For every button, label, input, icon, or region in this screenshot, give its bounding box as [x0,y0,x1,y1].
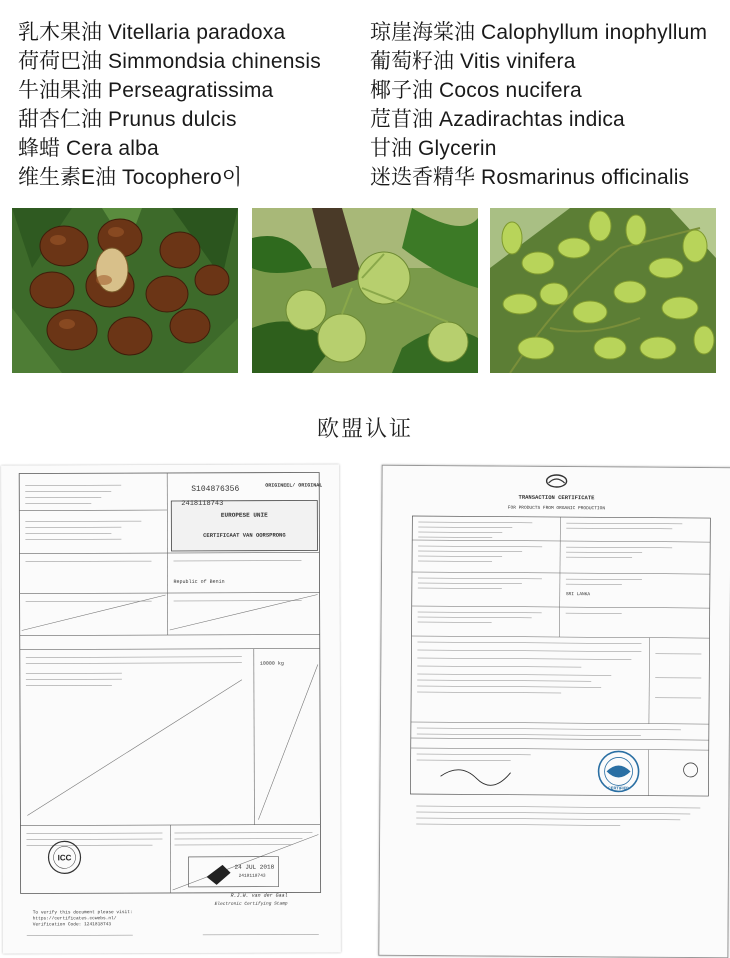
ingredient-row [18,18,321,47]
certificate-number: S104876356 [191,485,239,494]
ingredient-latin: Azadirachtas indica [439,108,625,131]
ingredient-row [370,76,707,105]
ingredient-row [370,134,707,163]
gross-weight: 10000 kg [260,661,284,667]
ingredient-latin: Perseagratissima [108,79,273,102]
certificate-ref: 2418118743 [181,500,223,508]
ingredient-cn: 维生素E油 [18,166,116,189]
ingredient-latin: Glycerin [418,137,497,160]
neem-fruit-photo [490,208,716,373]
ingredient-row [18,47,321,76]
ingredient-cn: 甜杏仁油 [18,108,102,131]
ingredient-cn: 荷荷巴油 [18,50,102,73]
ingredient-latin: Simmondsia chinensis [108,50,321,73]
ingredient-cn: 迷迭香精华 [370,166,475,189]
ingredient-row [18,105,321,134]
european-union-label: EUROPESE UNIE [221,512,268,519]
transaction-certificate [378,465,730,958]
stamp-date: 24 JUL 2018 [235,864,275,871]
ingredient-latin: Prunus dulcis [108,108,237,131]
calophyllum-fruit-photo [252,208,478,373]
ingredient-row [370,47,707,76]
ingredient-latin: Calophyllum inophyllum [481,21,707,44]
ingredient-cn: 乳木果油 [18,21,102,44]
transaction-certificate-title: TRANSACTION CERTIFICATE [519,494,596,502]
stamp-caption: Electronic Certifying Stamp [215,901,288,907]
ingredient-latin: Cera alba [66,137,159,160]
signature-name: R.J.W. van der Gaal [231,893,288,899]
ingredient-cn: 苊苜油 [370,108,433,131]
icc-logo-text: ICC [58,853,72,862]
ingredient-latin: Cocos nucifera [439,79,582,102]
ingredient-latin: Rosmarinus officinalis [481,166,689,189]
verify-line-3: Verification Code: 1241818743 [33,921,112,927]
original-label: ORIGINEEL/ ORIGINAL [265,482,322,488]
stamp-ref: 2418118743 [239,873,266,879]
ingredient-column-left [18,18,321,192]
ingredient-row [370,105,707,134]
ingredient-cn: 甘油 [370,137,412,160]
ingredient-latin: Tocophero이 [122,166,242,189]
ingredient-cn: 蜂蜡 [18,137,60,160]
certificate-of-origin [1,464,341,953]
verify-line-1: To verify this document please visit: [33,909,133,915]
export-country: SRI LANKA [566,591,591,597]
ingredient-row [18,163,321,192]
certificate-title: CERTIFICAAT VAN OORSPRONG [203,532,286,539]
shea-nuts-photo [12,208,238,373]
ingredient-row [370,18,707,47]
ingredient-row [18,134,321,163]
verify-line-2: https://certificates.ccwebs.nl/ [33,915,117,921]
section-title: 欧盟认证 [0,412,730,443]
ingredient-cn: 琼崖海棠油 [370,21,475,44]
ingredient-column-right [370,18,707,192]
ingredient-cn: 牛油果油 [18,79,102,102]
ingredient-row [370,163,707,192]
seal-text: CERTIFIED [608,785,629,790]
ingredient-latin: Vitis vinifera [460,50,576,73]
ingredient-latin: Vitellaria paradoxa [108,21,285,44]
ingredient-cn: 椰子油 [370,79,433,102]
ingredient-row [18,76,321,105]
transaction-certificate-subtitle: FOR PRODUCTS FROM ORGANIC PRODUCTION [508,505,606,512]
ingredient-cn: 葡萄籽油 [370,50,454,73]
country-of-origin: Republic of Benin [174,579,225,585]
ingredient-list [18,18,718,198]
